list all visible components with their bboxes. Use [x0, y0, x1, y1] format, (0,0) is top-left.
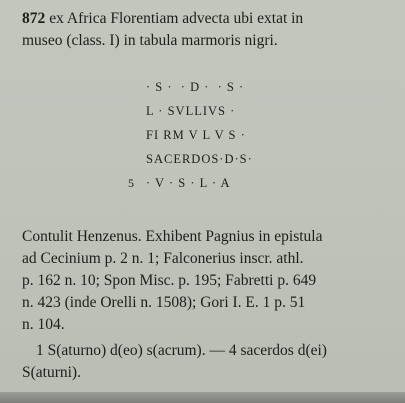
commentary-block [22, 226, 394, 336]
inscription-line-5: · V · S · L · A [146, 176, 231, 190]
notes-block [22, 340, 394, 384]
entry-number: 872 [22, 10, 46, 27]
header-text-1: ex Africa Florentiam advecta ubi extat in [49, 10, 304, 27]
page-bottom-edge [0, 392, 405, 403]
header-line-1 [22, 8, 394, 30]
notes-line-1: 1 S(aturno) d(eo) s(acrum). — 4 sacerdos d(ei) [36, 342, 327, 359]
notes-line-2: S(aturni). [22, 364, 81, 381]
inscription-line-2: L · SVLLIVS · [146, 104, 236, 118]
inscription-line-1: · S · · D · · S · [146, 80, 245, 94]
inscription-line-number: 5 [128, 176, 135, 190]
inscription-line-4: SACERDOS·D·S· [146, 152, 253, 166]
entry-header [22, 8, 394, 52]
commentary-line-2: ad Cecinium p. 2 n. 1; Falconerius inscr. athl. [22, 250, 304, 267]
commentary-line-3: p. 162 n. 10; Spon Misc. p. 195; Fabretti p. 649 [22, 272, 317, 289]
inscription-line-3: FI RM V L V S · [146, 128, 246, 142]
header-line-2: museo (class. I) in tabula marmoris nigri. [22, 32, 278, 49]
commentary-line-5: n. 104. [22, 316, 65, 333]
commentary-line-1: Contulit Henzenus. Exhibent Pagnius in epistula [22, 228, 323, 245]
commentary-line-4: n. 423 (inde Orelli n. 1508); Gori I. E. 1 p. 51 [22, 294, 306, 311]
